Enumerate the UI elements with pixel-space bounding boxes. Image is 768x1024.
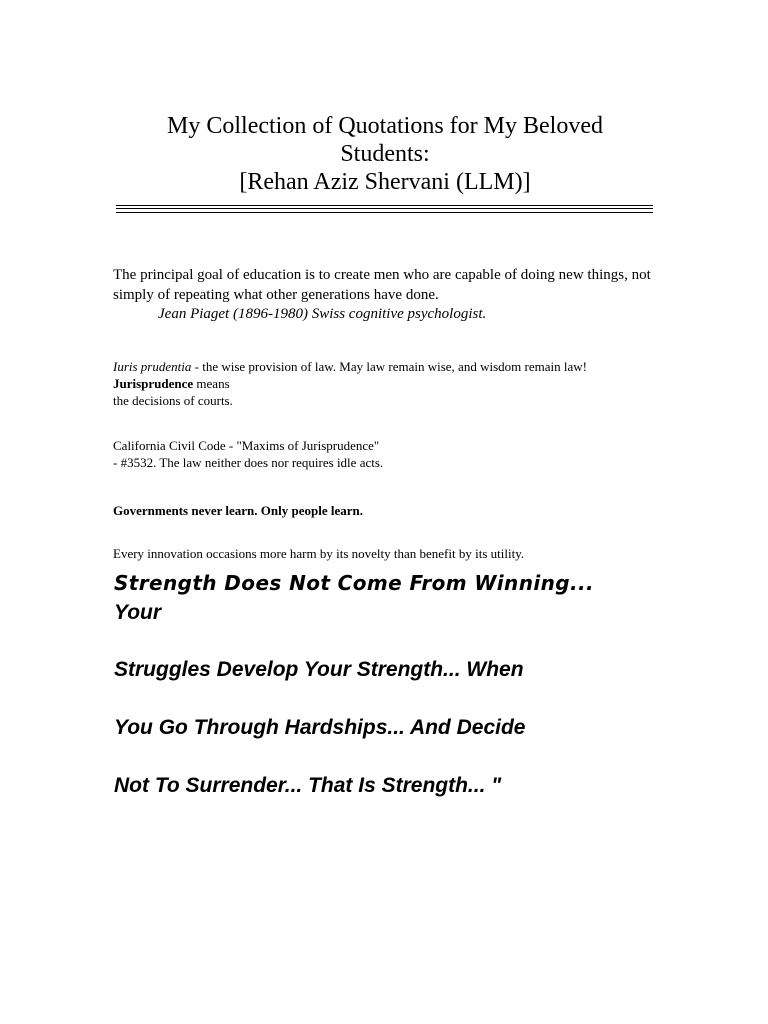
title-line-3: [Rehan Aziz Shervani (LLM)] (239, 169, 531, 195)
title-line-1: My Collection of Quotations for My Beloved (167, 113, 603, 139)
juris-term: Iuris prudentia (113, 359, 192, 374)
quote-innovation: Every innovation occasions more harm by its novelty than benefit by its utility. (113, 546, 525, 561)
strength-quote-line-4: You Go Through Hardships... And Decide (114, 716, 526, 739)
strength-quote-line-5: Not To Surrender... That Is Strength... " (114, 774, 502, 797)
california-line-1: California Civil Code - "Maxims of Jurisprudence" (113, 438, 380, 453)
jurisprudence-means: means (193, 376, 230, 391)
quote-california-civil-code (113, 437, 653, 471)
quote-governments: Governments never learn. Only people learn. (113, 503, 363, 518)
strength-quote-line-1: Strength Does Not Come From Winning... (114, 571, 594, 595)
juris-text: - the wise provision of law. May law remain wise, and wisdom remain law! (191, 359, 587, 374)
quote-piaget-text: The principal goal of education is to create men who are capable of doing new things, not simply of repeating what other generations have done. (113, 267, 651, 303)
jurisprudence-definition: the decisions of courts. (113, 393, 233, 408)
title-divider (116, 205, 653, 213)
title-line-2: Students: (340, 141, 430, 167)
california-line-2: - #3532. The law neither does nor requires idle acts. (113, 455, 384, 470)
quote-piaget-attribution: Jean Piaget (1896-1980) Swiss cognitive psychologist. (158, 306, 487, 322)
quote-juris-prudentia (113, 358, 653, 409)
jurisprudence-label: Jurisprudence (113, 376, 194, 391)
strength-quote-line-3: Struggles Develop Your Strength... When (114, 658, 524, 681)
strength-quote-line-2: Your (114, 601, 162, 624)
document-title (110, 112, 660, 196)
